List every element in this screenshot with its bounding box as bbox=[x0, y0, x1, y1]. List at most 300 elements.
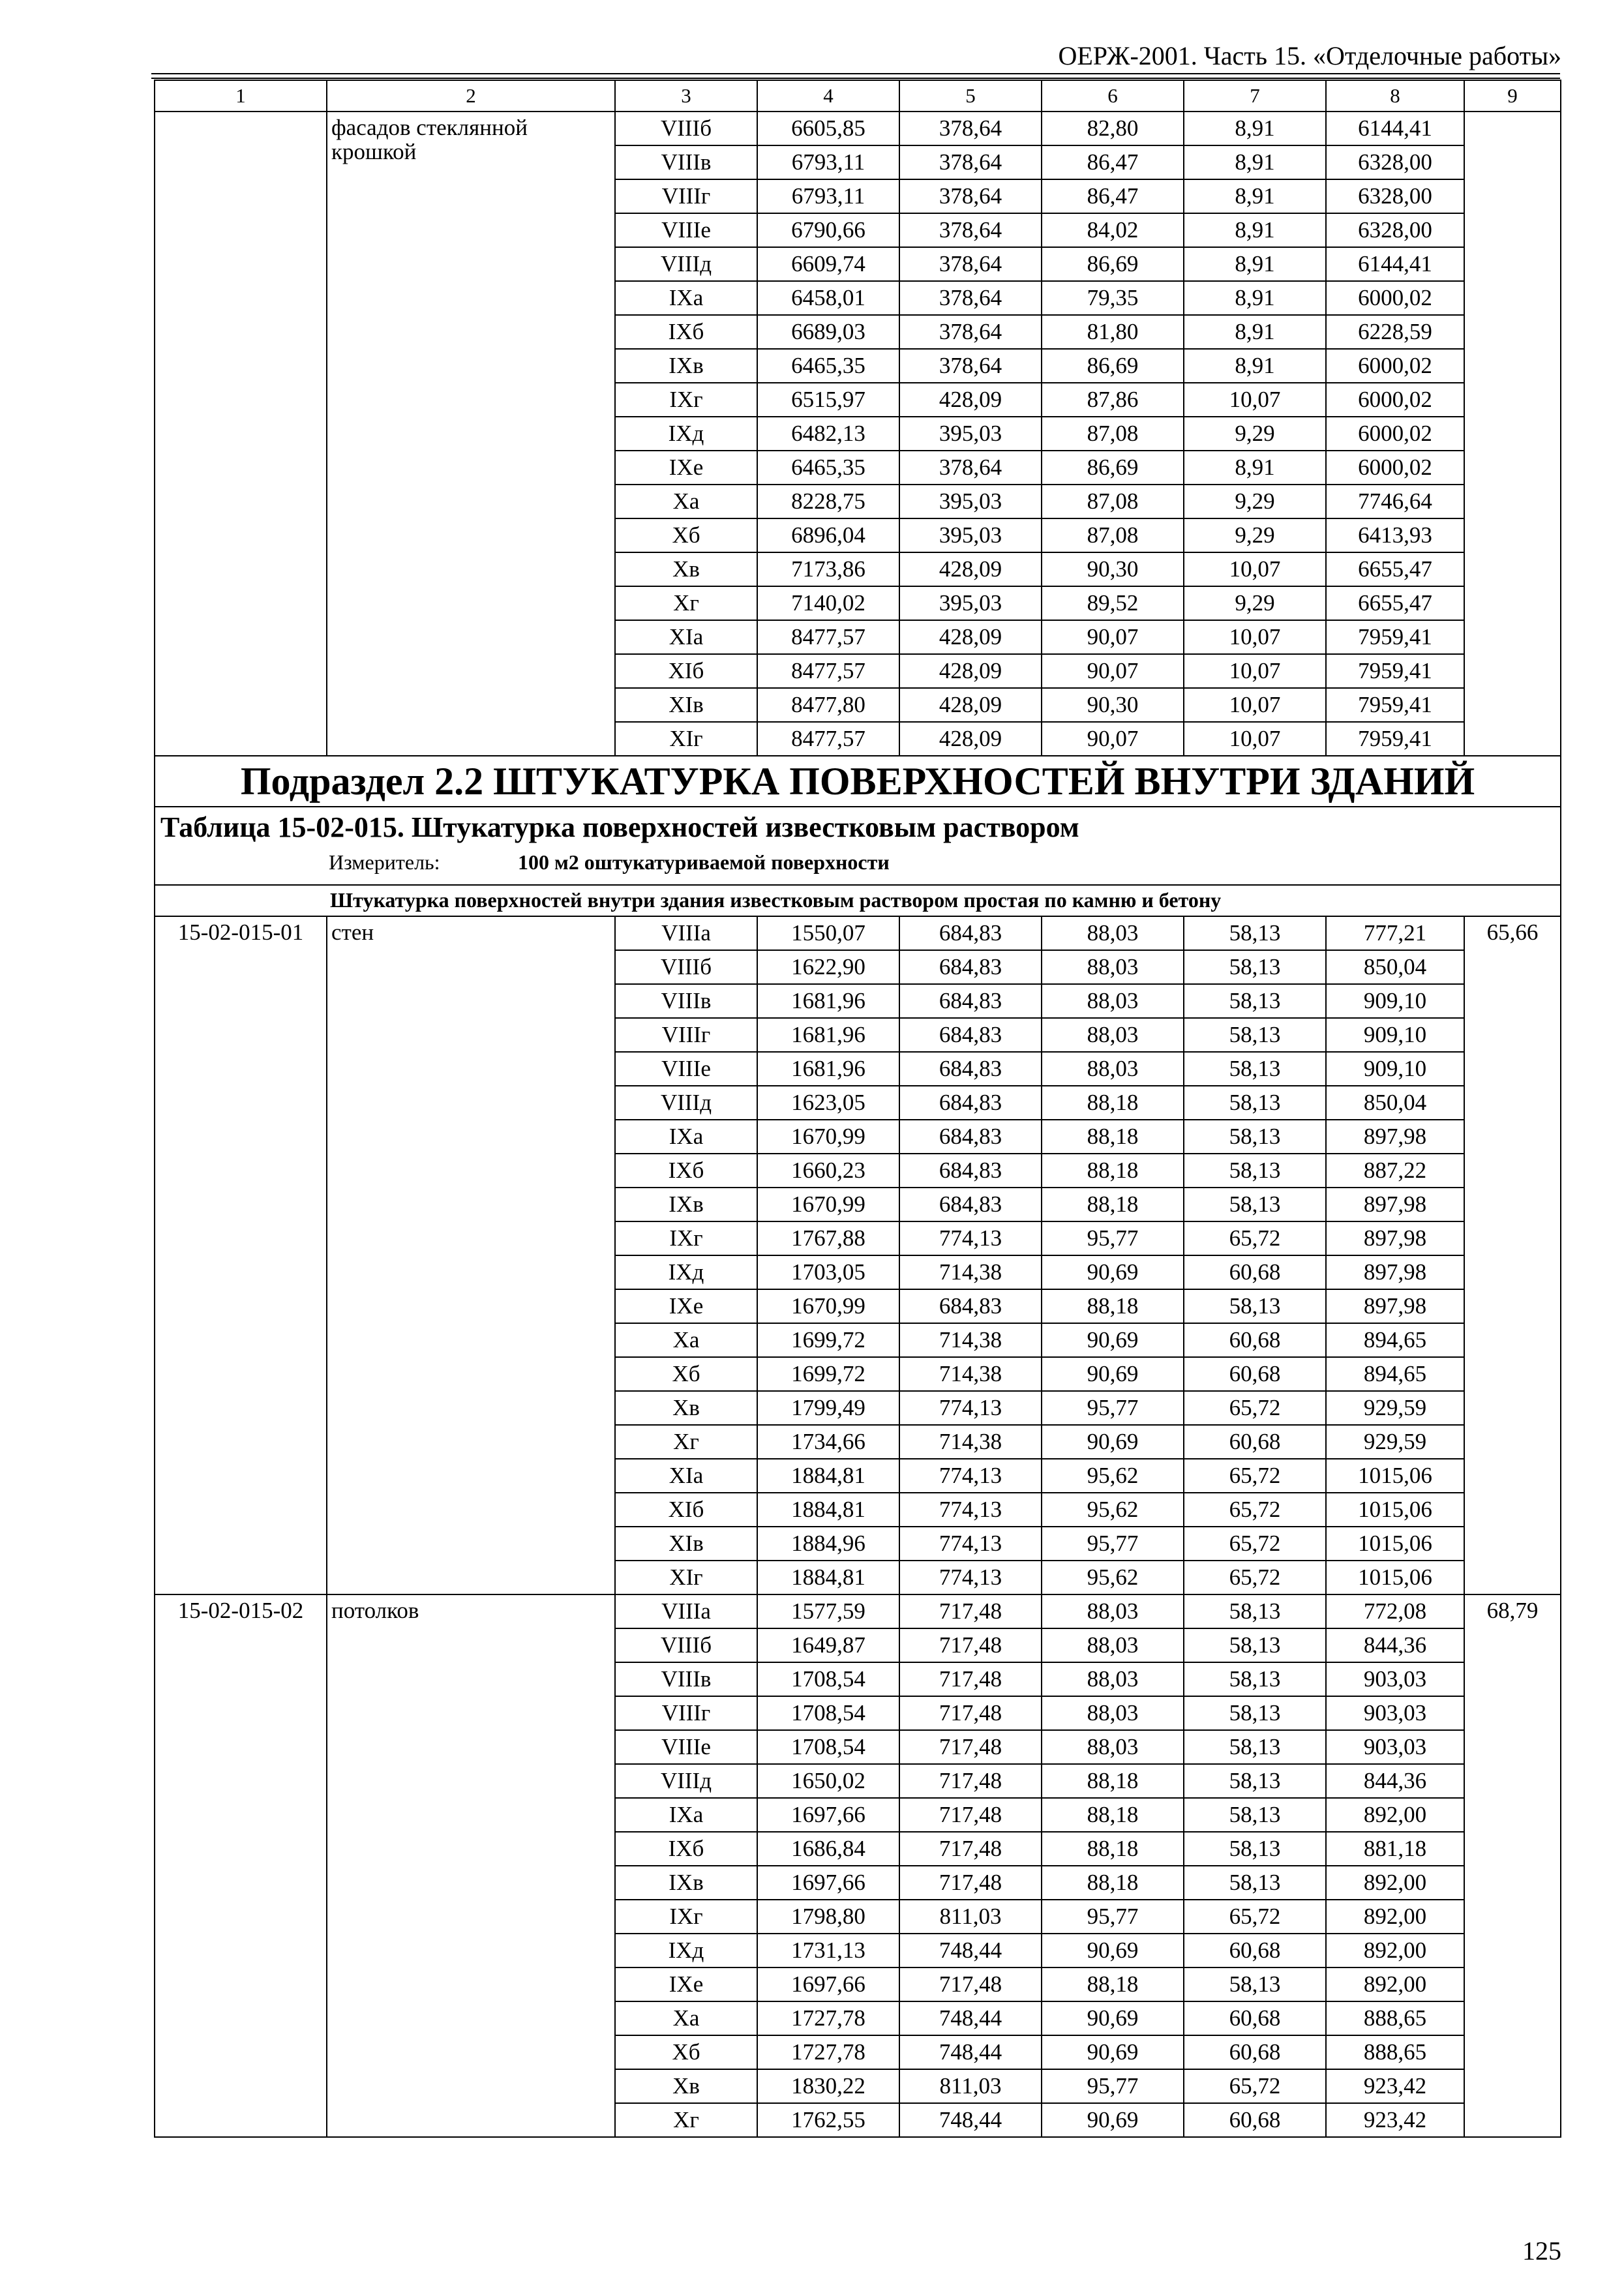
labor-cost: 378,64 bbox=[899, 281, 1042, 315]
operator-wage: 58,13 bbox=[1184, 984, 1326, 1018]
cost-total: 1884,81 bbox=[757, 1493, 899, 1527]
column-number: 1 bbox=[155, 80, 327, 112]
operator-wage: 58,13 bbox=[1184, 1289, 1326, 1323]
material-cost: 892,00 bbox=[1326, 1866, 1464, 1900]
region-code: IXа bbox=[615, 1120, 757, 1154]
region-code: IXа bbox=[615, 281, 757, 315]
material-cost: 923,42 bbox=[1326, 2069, 1464, 2103]
machine-cost: 88,18 bbox=[1042, 1832, 1184, 1866]
running-header: ОЕРЖ-2001. Часть 15. «Отделочные работы» bbox=[1058, 41, 1561, 70]
cost-total: 8477,57 bbox=[757, 722, 899, 756]
cost-total: 6790,66 bbox=[757, 213, 899, 247]
material-cost: 892,00 bbox=[1326, 1798, 1464, 1832]
cost-total: 1708,54 bbox=[757, 1696, 899, 1730]
machine-cost: 88,03 bbox=[1042, 1730, 1184, 1764]
measure-value: 100 м2 оштукатуриваемой поверхности bbox=[518, 850, 890, 875]
region-code: VIIIб bbox=[615, 112, 757, 145]
machine-cost: 95,62 bbox=[1042, 1561, 1184, 1594]
cost-total: 1708,54 bbox=[757, 1662, 899, 1696]
material-cost: 923,42 bbox=[1326, 2103, 1464, 2137]
machine-cost: 81,80 bbox=[1042, 315, 1184, 349]
column-number-row bbox=[155, 80, 1561, 112]
region-code: VIIIб bbox=[615, 1628, 757, 1662]
material-cost: 909,10 bbox=[1326, 1018, 1464, 1052]
machine-cost: 88,03 bbox=[1042, 1018, 1184, 1052]
machine-cost: 89,52 bbox=[1042, 586, 1184, 620]
labor-cost: 684,83 bbox=[899, 916, 1042, 950]
operator-wage: 65,72 bbox=[1184, 1900, 1326, 1934]
labor-cost: 774,13 bbox=[899, 1493, 1042, 1527]
operator-wage: 10,07 bbox=[1184, 654, 1326, 688]
cost-total: 7173,86 bbox=[757, 552, 899, 586]
machine-cost: 88,18 bbox=[1042, 1866, 1184, 1900]
table-row bbox=[155, 1594, 1561, 1628]
cost-total: 1670,99 bbox=[757, 1188, 899, 1221]
region-code: IXд bbox=[615, 417, 757, 451]
material-cost: 6328,00 bbox=[1326, 213, 1464, 247]
material-cost: 6328,00 bbox=[1326, 145, 1464, 179]
material-cost: 7746,64 bbox=[1326, 485, 1464, 518]
material-cost: 894,65 bbox=[1326, 1323, 1464, 1357]
machine-cost: 90,69 bbox=[1042, 1255, 1184, 1289]
operator-wage: 65,72 bbox=[1184, 1561, 1326, 1594]
region-code: VIIIа bbox=[615, 916, 757, 950]
labor-cost: 428,09 bbox=[899, 620, 1042, 654]
material-cost: 6655,47 bbox=[1326, 552, 1464, 586]
region-code: IXд bbox=[615, 1934, 757, 1967]
material-cost: 909,10 bbox=[1326, 1052, 1464, 1086]
rate-code-empty bbox=[155, 112, 327, 756]
operator-wage: 8,91 bbox=[1184, 112, 1326, 145]
operator-wage: 10,07 bbox=[1184, 688, 1326, 722]
region-code: IXв bbox=[615, 1188, 757, 1221]
material-cost: 892,00 bbox=[1326, 1967, 1464, 2001]
labor-cost: 428,09 bbox=[899, 383, 1042, 417]
measure-label: Измеритель: bbox=[329, 850, 440, 875]
operator-wage: 58,13 bbox=[1184, 916, 1326, 950]
region-code: VIIIг bbox=[615, 1696, 757, 1730]
cost-total: 1697,66 bbox=[757, 1967, 899, 2001]
operator-wage: 60,68 bbox=[1184, 2035, 1326, 2069]
labor-cost: 774,13 bbox=[899, 1221, 1042, 1255]
operator-wage: 10,07 bbox=[1184, 722, 1326, 756]
cost-total: 1884,81 bbox=[757, 1459, 899, 1493]
region-code: Xг bbox=[615, 586, 757, 620]
machine-cost: 95,77 bbox=[1042, 1221, 1184, 1255]
column-number: 9 bbox=[1464, 80, 1561, 112]
operator-wage: 9,29 bbox=[1184, 485, 1326, 518]
machine-cost: 90,69 bbox=[1042, 2103, 1184, 2137]
machine-cost: 86,47 bbox=[1042, 179, 1184, 213]
cost-total: 1649,87 bbox=[757, 1628, 899, 1662]
material-cost: 6328,00 bbox=[1326, 179, 1464, 213]
cost-total: 6482,13 bbox=[757, 417, 899, 451]
operator-wage: 65,72 bbox=[1184, 1527, 1326, 1561]
work-name: потолков bbox=[327, 1594, 615, 2137]
cost-total: 1884,81 bbox=[757, 1561, 899, 1594]
labor-hours: 68,79 bbox=[1464, 1594, 1561, 2137]
cost-total: 7140,02 bbox=[757, 586, 899, 620]
machine-cost: 90,69 bbox=[1042, 2001, 1184, 2035]
cost-total: 1670,99 bbox=[757, 1120, 899, 1154]
cost-total: 1622,90 bbox=[757, 950, 899, 984]
cost-total: 1703,05 bbox=[757, 1255, 899, 1289]
operator-wage: 60,68 bbox=[1184, 2001, 1326, 2035]
header-rule-bottom bbox=[151, 78, 1560, 79]
labor-cost: 395,03 bbox=[899, 485, 1042, 518]
region-code: VIIIд bbox=[615, 247, 757, 281]
machine-cost: 90,07 bbox=[1042, 654, 1184, 688]
material-cost: 844,36 bbox=[1326, 1628, 1464, 1662]
material-cost: 881,18 bbox=[1326, 1832, 1464, 1866]
table-title-row bbox=[155, 807, 1561, 885]
machine-cost: 87,08 bbox=[1042, 485, 1184, 518]
cost-total: 1681,96 bbox=[757, 1018, 899, 1052]
material-cost: 7959,41 bbox=[1326, 620, 1464, 654]
cost-total: 6515,97 bbox=[757, 383, 899, 417]
labor-cost: 748,44 bbox=[899, 1934, 1042, 1967]
region-code: XIв bbox=[615, 1527, 757, 1561]
labor-cost: 684,83 bbox=[899, 1188, 1042, 1221]
region-code: Xг bbox=[615, 2103, 757, 2137]
operator-wage: 8,91 bbox=[1184, 213, 1326, 247]
labor-cost: 748,44 bbox=[899, 2001, 1042, 2035]
material-cost: 6000,02 bbox=[1326, 417, 1464, 451]
cost-total: 1699,72 bbox=[757, 1357, 899, 1391]
labor-cost: 774,13 bbox=[899, 1561, 1042, 1594]
operator-wage: 10,07 bbox=[1184, 620, 1326, 654]
machine-cost: 86,69 bbox=[1042, 451, 1184, 485]
machine-cost: 88,03 bbox=[1042, 984, 1184, 1018]
subsection-row bbox=[155, 756, 1561, 807]
labor-cost: 748,44 bbox=[899, 2103, 1042, 2137]
machine-cost: 90,69 bbox=[1042, 1323, 1184, 1357]
material-cost: 7959,41 bbox=[1326, 688, 1464, 722]
labor-cost: 428,09 bbox=[899, 722, 1042, 756]
region-code: Xа bbox=[615, 1323, 757, 1357]
operator-wage: 58,13 bbox=[1184, 1730, 1326, 1764]
labor-cost: 714,38 bbox=[899, 1255, 1042, 1289]
cost-total: 1708,54 bbox=[757, 1730, 899, 1764]
material-cost: 909,10 bbox=[1326, 984, 1464, 1018]
machine-cost: 95,62 bbox=[1042, 1493, 1184, 1527]
table-row bbox=[155, 916, 1561, 950]
cost-total: 1697,66 bbox=[757, 1798, 899, 1832]
column-number: 4 bbox=[757, 80, 899, 112]
cost-total: 6465,35 bbox=[757, 451, 899, 485]
material-cost: 897,98 bbox=[1326, 1255, 1464, 1289]
material-cost: 903,03 bbox=[1326, 1696, 1464, 1730]
region-code: IXе bbox=[615, 451, 757, 485]
region-code: IXг bbox=[615, 1221, 757, 1255]
machine-cost: 90,30 bbox=[1042, 552, 1184, 586]
cost-total: 6896,04 bbox=[757, 518, 899, 552]
region-code: XIг bbox=[615, 1561, 757, 1594]
cost-total: 1699,72 bbox=[757, 1323, 899, 1357]
machine-cost: 95,77 bbox=[1042, 1900, 1184, 1934]
labor-cost: 717,48 bbox=[899, 1764, 1042, 1798]
material-cost: 1015,06 bbox=[1326, 1527, 1464, 1561]
table-body bbox=[155, 80, 1561, 2137]
labor-cost: 684,83 bbox=[899, 1120, 1042, 1154]
material-cost: 887,22 bbox=[1326, 1154, 1464, 1188]
region-code: VIIIе bbox=[615, 1730, 757, 1764]
labor-cost: 714,38 bbox=[899, 1323, 1042, 1357]
machine-cost: 88,18 bbox=[1042, 1289, 1184, 1323]
operator-wage: 8,91 bbox=[1184, 349, 1326, 383]
table-row bbox=[155, 112, 1561, 145]
labor-cost: 717,48 bbox=[899, 1730, 1042, 1764]
material-cost: 903,03 bbox=[1326, 1662, 1464, 1696]
region-code: VIIIе bbox=[615, 1052, 757, 1086]
labor-cost: 774,13 bbox=[899, 1391, 1042, 1425]
material-cost: 6144,41 bbox=[1326, 112, 1464, 145]
cost-total: 6609,74 bbox=[757, 247, 899, 281]
region-code: VIIIг bbox=[615, 179, 757, 213]
labor-cost: 811,03 bbox=[899, 2069, 1042, 2103]
region-code: Xа bbox=[615, 2001, 757, 2035]
subsection-title: Подраздел 2.2 ШТУКАТУРКА ПОВЕРХНОСТЕЙ ВНУТРИ ЗДАНИЙ bbox=[155, 756, 1561, 807]
region-code: VIIIд bbox=[615, 1086, 757, 1120]
machine-cost: 90,69 bbox=[1042, 1934, 1184, 1967]
labor-cost: 684,83 bbox=[899, 1052, 1042, 1086]
region-code: Xб bbox=[615, 1357, 757, 1391]
region-code: Xв bbox=[615, 2069, 757, 2103]
column-number: 7 bbox=[1184, 80, 1326, 112]
machine-cost: 79,35 bbox=[1042, 281, 1184, 315]
material-cost: 929,59 bbox=[1326, 1391, 1464, 1425]
labor-cost: 717,48 bbox=[899, 1696, 1042, 1730]
region-code: VIIIа bbox=[615, 1594, 757, 1628]
operator-wage: 60,68 bbox=[1184, 1425, 1326, 1459]
operator-wage: 58,13 bbox=[1184, 1052, 1326, 1086]
labor-cost: 378,64 bbox=[899, 112, 1042, 145]
labor-cost: 684,83 bbox=[899, 1289, 1042, 1323]
region-code: VIIIе bbox=[615, 213, 757, 247]
section-note: Штукатурка поверхностей внутри здания известковым раствором простая по камню и бетону bbox=[155, 885, 1561, 916]
material-cost: 894,65 bbox=[1326, 1357, 1464, 1391]
work-name: стен bbox=[327, 916, 615, 1594]
region-code: VIIIв bbox=[615, 1662, 757, 1696]
machine-cost: 82,80 bbox=[1042, 112, 1184, 145]
labor-cost: 717,48 bbox=[899, 1832, 1042, 1866]
labor-hours-empty bbox=[1464, 112, 1561, 756]
machine-cost: 90,30 bbox=[1042, 688, 1184, 722]
material-cost: 6413,93 bbox=[1326, 518, 1464, 552]
operator-wage: 60,68 bbox=[1184, 1357, 1326, 1391]
labor-cost: 428,09 bbox=[899, 552, 1042, 586]
machine-cost: 87,08 bbox=[1042, 518, 1184, 552]
operator-wage: 58,13 bbox=[1184, 1188, 1326, 1221]
operator-wage: 58,13 bbox=[1184, 1696, 1326, 1730]
cost-total: 1686,84 bbox=[757, 1832, 899, 1866]
material-cost: 897,98 bbox=[1326, 1188, 1464, 1221]
machine-cost: 90,69 bbox=[1042, 2035, 1184, 2069]
cost-total: 1623,05 bbox=[757, 1086, 899, 1120]
cost-total: 8477,57 bbox=[757, 654, 899, 688]
labor-cost: 714,38 bbox=[899, 1425, 1042, 1459]
labor-cost: 428,09 bbox=[899, 654, 1042, 688]
column-number: 3 bbox=[615, 80, 757, 112]
header-rule-top bbox=[151, 73, 1560, 74]
machine-cost: 90,69 bbox=[1042, 1425, 1184, 1459]
cost-total: 1697,66 bbox=[757, 1866, 899, 1900]
labor-cost: 774,13 bbox=[899, 1527, 1042, 1561]
cost-total: 6465,35 bbox=[757, 349, 899, 383]
region-code: VIIIв bbox=[615, 145, 757, 179]
operator-wage: 9,29 bbox=[1184, 586, 1326, 620]
material-cost: 850,04 bbox=[1326, 950, 1464, 984]
cost-total: 8228,75 bbox=[757, 485, 899, 518]
labor-cost: 684,83 bbox=[899, 1086, 1042, 1120]
column-number: 2 bbox=[327, 80, 615, 112]
operator-wage: 60,68 bbox=[1184, 1323, 1326, 1357]
material-cost: 844,36 bbox=[1326, 1764, 1464, 1798]
machine-cost: 90,07 bbox=[1042, 620, 1184, 654]
labor-cost: 395,03 bbox=[899, 417, 1042, 451]
labor-cost: 811,03 bbox=[899, 1900, 1042, 1934]
machine-cost: 95,77 bbox=[1042, 1391, 1184, 1425]
machine-cost: 90,07 bbox=[1042, 722, 1184, 756]
machine-cost: 88,03 bbox=[1042, 1662, 1184, 1696]
region-code: IXг bbox=[615, 383, 757, 417]
region-code: IXв bbox=[615, 1866, 757, 1900]
region-code: VIIIг bbox=[615, 1018, 757, 1052]
material-cost: 897,98 bbox=[1326, 1221, 1464, 1255]
cost-total: 1550,07 bbox=[757, 916, 899, 950]
region-code: XIа bbox=[615, 620, 757, 654]
operator-wage: 58,13 bbox=[1184, 1086, 1326, 1120]
region-code: Xг bbox=[615, 1425, 757, 1459]
cost-total: 1670,99 bbox=[757, 1289, 899, 1323]
region-code: IXа bbox=[615, 1798, 757, 1832]
cost-total: 1762,55 bbox=[757, 2103, 899, 2137]
material-cost: 892,00 bbox=[1326, 1900, 1464, 1934]
region-code: Xв bbox=[615, 552, 757, 586]
material-cost: 888,65 bbox=[1326, 2035, 1464, 2069]
rates-table bbox=[154, 80, 1561, 2138]
cost-total: 1830,22 bbox=[757, 2069, 899, 2103]
region-code: XIа bbox=[615, 1459, 757, 1493]
labor-cost: 378,64 bbox=[899, 145, 1042, 179]
operator-wage: 8,91 bbox=[1184, 179, 1326, 213]
machine-cost: 88,18 bbox=[1042, 1798, 1184, 1832]
operator-wage: 58,13 bbox=[1184, 1764, 1326, 1798]
cost-total: 1681,96 bbox=[757, 1052, 899, 1086]
machine-cost: 88,18 bbox=[1042, 1086, 1184, 1120]
column-number: 8 bbox=[1326, 80, 1464, 112]
material-cost: 6655,47 bbox=[1326, 586, 1464, 620]
machine-cost: 95,77 bbox=[1042, 1527, 1184, 1561]
region-code: XIв bbox=[615, 688, 757, 722]
operator-wage: 58,13 bbox=[1184, 1018, 1326, 1052]
operator-wage: 9,29 bbox=[1184, 518, 1326, 552]
labor-cost: 378,64 bbox=[899, 247, 1042, 281]
operator-wage: 58,13 bbox=[1184, 950, 1326, 984]
machine-cost: 90,69 bbox=[1042, 1357, 1184, 1391]
labor-cost: 714,38 bbox=[899, 1357, 1042, 1391]
material-cost: 897,98 bbox=[1326, 1289, 1464, 1323]
cost-total: 1799,49 bbox=[757, 1391, 899, 1425]
cost-total: 1884,96 bbox=[757, 1527, 899, 1561]
rate-code: 15-02-015-02 bbox=[155, 1594, 327, 2137]
cost-total: 1727,78 bbox=[757, 2001, 899, 2035]
cost-total: 1650,02 bbox=[757, 1764, 899, 1798]
operator-wage: 58,13 bbox=[1184, 1798, 1326, 1832]
work-name: фасадов стеклянной крошкой bbox=[327, 112, 615, 756]
cost-total: 1660,23 bbox=[757, 1154, 899, 1188]
labor-cost: 684,83 bbox=[899, 950, 1042, 984]
machine-cost: 88,18 bbox=[1042, 1188, 1184, 1221]
labor-cost: 717,48 bbox=[899, 1866, 1042, 1900]
region-code: Xа bbox=[615, 485, 757, 518]
material-cost: 6000,02 bbox=[1326, 383, 1464, 417]
operator-wage: 10,07 bbox=[1184, 552, 1326, 586]
material-cost: 929,59 bbox=[1326, 1425, 1464, 1459]
labor-cost: 378,64 bbox=[899, 315, 1042, 349]
cost-total: 6605,85 bbox=[757, 112, 899, 145]
region-code: VIIIв bbox=[615, 984, 757, 1018]
material-cost: 7959,41 bbox=[1326, 722, 1464, 756]
region-code: Xб bbox=[615, 2035, 757, 2069]
material-cost: 6000,02 bbox=[1326, 451, 1464, 485]
labor-cost: 774,13 bbox=[899, 1459, 1042, 1493]
operator-wage: 65,72 bbox=[1184, 2069, 1326, 2103]
machine-cost: 95,77 bbox=[1042, 2069, 1184, 2103]
operator-wage: 8,91 bbox=[1184, 451, 1326, 485]
material-cost: 772,08 bbox=[1326, 1594, 1464, 1628]
material-cost: 6228,59 bbox=[1326, 315, 1464, 349]
operator-wage: 8,91 bbox=[1184, 281, 1326, 315]
cost-total: 6458,01 bbox=[757, 281, 899, 315]
cost-total: 6793,11 bbox=[757, 179, 899, 213]
region-code: IXе bbox=[615, 1289, 757, 1323]
material-cost: 897,98 bbox=[1326, 1120, 1464, 1154]
material-cost: 6144,41 bbox=[1326, 247, 1464, 281]
cost-total: 6689,03 bbox=[757, 315, 899, 349]
material-cost: 888,65 bbox=[1326, 2001, 1464, 2035]
labor-cost: 717,48 bbox=[899, 1594, 1042, 1628]
machine-cost: 88,03 bbox=[1042, 1052, 1184, 1086]
labor-hours: 65,66 bbox=[1464, 916, 1561, 1594]
material-cost: 777,21 bbox=[1326, 916, 1464, 950]
region-code: XIб bbox=[615, 654, 757, 688]
labor-cost: 717,48 bbox=[899, 1628, 1042, 1662]
operator-wage: 9,29 bbox=[1184, 417, 1326, 451]
labor-cost: 717,48 bbox=[899, 1798, 1042, 1832]
column-number: 6 bbox=[1042, 80, 1184, 112]
operator-wage: 65,72 bbox=[1184, 1391, 1326, 1425]
labor-cost: 378,64 bbox=[899, 349, 1042, 383]
region-code: IXб bbox=[615, 315, 757, 349]
material-cost: 892,00 bbox=[1326, 1934, 1464, 1967]
labor-cost: 395,03 bbox=[899, 518, 1042, 552]
operator-wage: 58,13 bbox=[1184, 1832, 1326, 1866]
cost-total: 1734,66 bbox=[757, 1425, 899, 1459]
operator-wage: 8,91 bbox=[1184, 315, 1326, 349]
labor-cost: 684,83 bbox=[899, 1154, 1042, 1188]
labor-cost: 684,83 bbox=[899, 984, 1042, 1018]
note-row bbox=[155, 885, 1561, 916]
labor-cost: 748,44 bbox=[899, 2035, 1042, 2069]
operator-wage: 58,13 bbox=[1184, 1120, 1326, 1154]
machine-cost: 88,18 bbox=[1042, 1154, 1184, 1188]
region-code: IXв bbox=[615, 349, 757, 383]
region-code: IXб bbox=[615, 1154, 757, 1188]
operator-wage: 8,91 bbox=[1184, 247, 1326, 281]
labor-cost: 717,48 bbox=[899, 1662, 1042, 1696]
rate-code: 15-02-015-01 bbox=[155, 916, 327, 1594]
